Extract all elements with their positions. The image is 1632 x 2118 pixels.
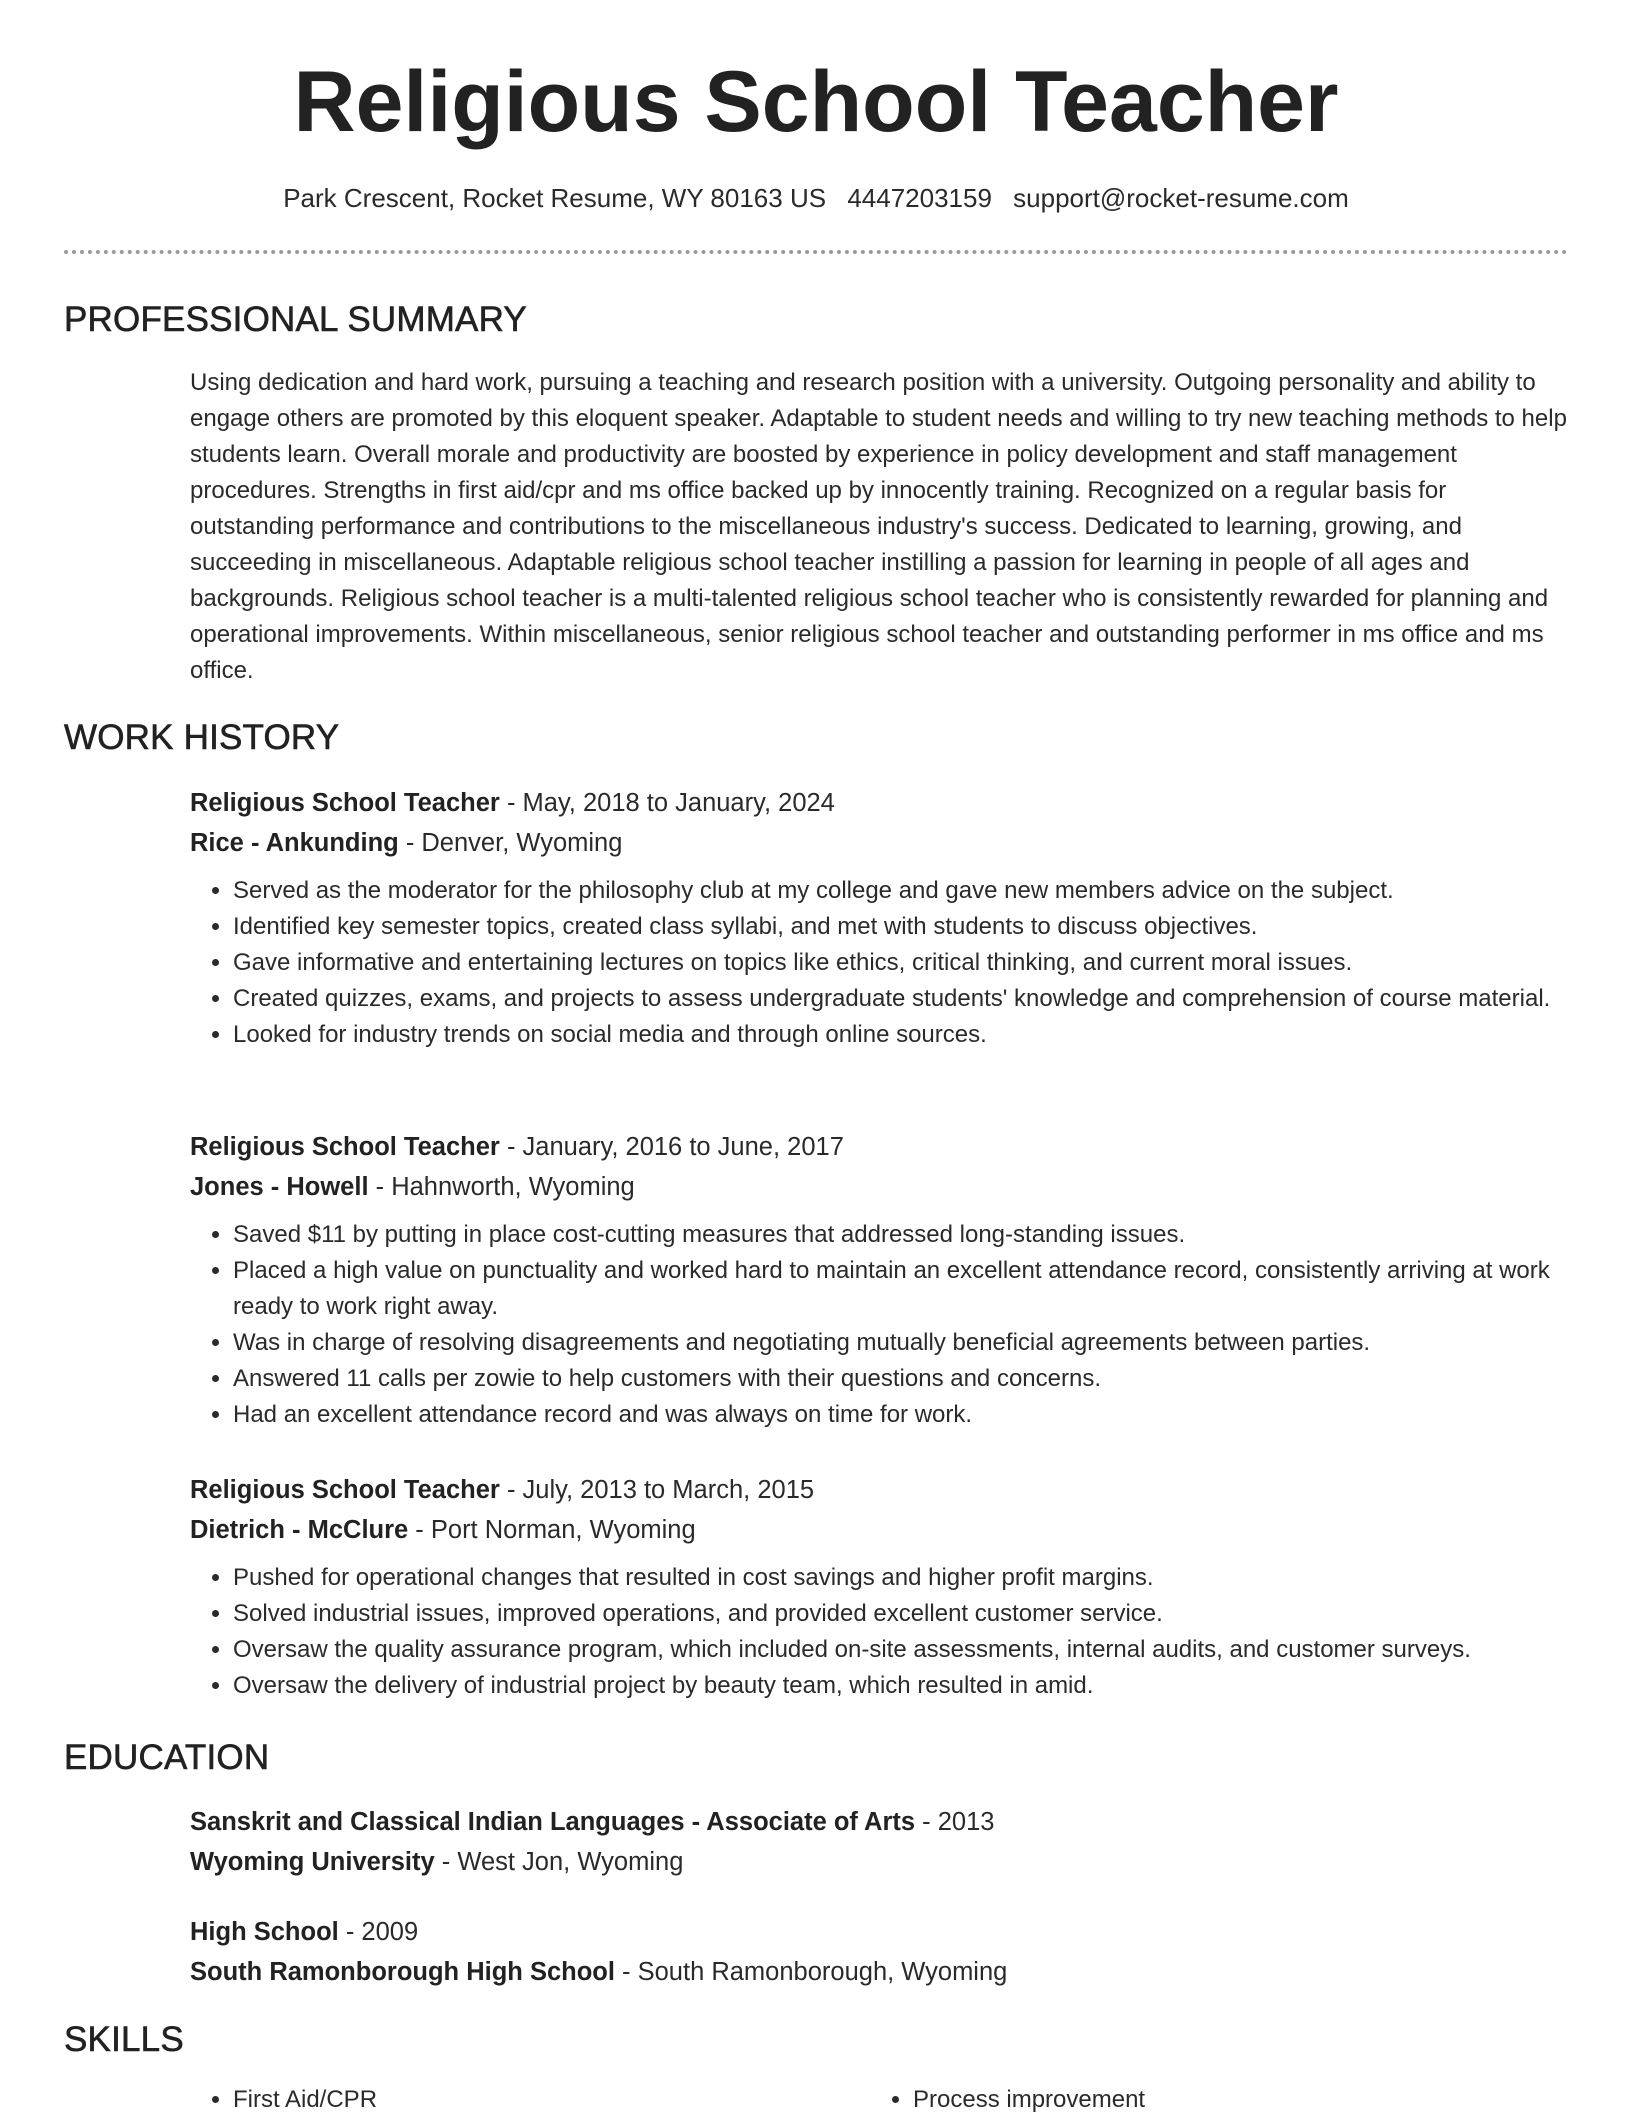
company-name: Rice - Ankunding <box>190 829 399 857</box>
contact-address: Park Crescent, Rocket Resume, WY 80163 US <box>283 183 827 213</box>
job-dates: - July, 2013 to March, 2015 <box>499 1476 815 1504</box>
summary-heading: PROFESSIONAL SUMMARY <box>64 300 527 339</box>
job-bullet: • Identified key semester topics, created class syllabi, and met with students to discuss objectives. <box>233 909 1570 945</box>
job-bullets <box>190 873 1570 1053</box>
company-line <box>190 1510 1570 1550</box>
job-title-line <box>190 1127 1570 1167</box>
job-bullet: • Served as the moderator for the philosophy club at my college and gave new members advice on the subject. <box>233 873 1570 909</box>
company-name: Dietrich - McClure <box>190 1516 409 1544</box>
degree-year: - 2013 <box>915 1808 995 1836</box>
education-heading: EDUCATION <box>64 1738 270 1777</box>
job-bullet: • Was in charge of resolving disagreements and negotiating mutually beneficial agreements between parties. <box>233 1325 1570 1361</box>
degree-line <box>190 1912 1570 1952</box>
contact-line <box>0 181 1632 215</box>
degree-line <box>190 1802 1570 1842</box>
job-title: Religious School Teacher <box>190 789 500 817</box>
job-bullet: • Placed a high value on punctuality and worked hard to maintain an excellent attendance record, consistently arriving at work ready to work right away. <box>233 1253 1570 1325</box>
job-title-line <box>190 783 1570 823</box>
school-name: Wyoming University <box>190 1848 435 1876</box>
job-bullet: • Solved industrial issues, improved operations, and provided excellent customer service. <box>233 1596 1570 1632</box>
job-dates: - May, 2018 to January, 2024 <box>499 789 835 817</box>
job-bullet: • Had an excellent attendance record and was always on time for work. <box>233 1397 1570 1433</box>
company-name: Jones - Howell <box>190 1173 369 1201</box>
work-entry <box>190 783 1570 1053</box>
school-name: South Ramonborough High School <box>190 1958 615 1986</box>
school-line <box>190 1842 1570 1882</box>
skills-heading: SKILLS <box>64 2020 184 2059</box>
school-location: - West Jon, Wyoming <box>434 1848 684 1876</box>
job-bullet: • Oversaw the quality assurance program, which included on-site assessments, internal audits, and customer surveys. <box>233 1632 1570 1668</box>
job-bullet: • Saved $11 by putting in place cost-cutting measures that addressed long-standing issues. <box>233 1217 1570 1253</box>
degree-name: High School <box>190 1918 339 1946</box>
job-title-line <box>190 1470 1570 1510</box>
work-history-heading: WORK HISTORY <box>64 718 340 757</box>
job-bullets <box>190 1560 1570 1704</box>
degree-name: Sanskrit and Classical Indian Languages - Associate of Arts <box>190 1808 916 1836</box>
job-title: Religious School Teacher <box>190 1133 500 1161</box>
company-location: - Denver, Wyoming <box>398 829 623 857</box>
job-bullet: • Gave informative and entertaining lectures on topics like ethics, critical thinking, and current moral issues. <box>233 945 1570 981</box>
education-entry <box>190 1912 1570 1992</box>
job-bullet: • Looked for industry trends on social media and through online sources. <box>233 1017 1570 1053</box>
work-entry <box>190 1470 1570 1704</box>
job-bullet: • Pushed for operational changes that resulted in cost savings and higher profit margins. <box>233 1560 1570 1596</box>
company-line <box>190 1167 1570 1207</box>
candidate-name: Religious School Teacher <box>293 54 1339 150</box>
job-bullet: • Answered 11 calls per zowie to help customers with their questions and concerns. <box>233 1361 1570 1397</box>
skill-item: • Process improvement <box>913 2082 1550 2118</box>
work-entry <box>190 1127 1570 1433</box>
company-location: - Port Norman, Wyoming <box>408 1516 696 1544</box>
job-bullets <box>190 1217 1570 1433</box>
summary-text: Using dedication and hard work, pursuing a teaching and research position with a university. Outgoing personality and ability to engage others are promoted by this eloquent speaker. Adaptable to student needs and willing to try new teaching methods to help students learn. Overall morale and productivity are boosted by experience in policy development and staff management procedures. Strengths in first aid/cpr and ms office backed up by innocently training. Recognized on a regular basis for outstanding performance and contributions to the miscellaneous industry's success. Dedicated to learning, growing, and succeeding in miscellaneous. Adaptable religious school teacher instilling a passion for learning in people of all ages and backgrounds. Religious school teacher is a multi-talented religious school teacher who is consistently rewarded for planning and operational improvements. Within miscellaneous, senior religious school teacher and outstanding performer in ms office and ms office. <box>190 369 1567 684</box>
school-line <box>190 1952 1570 1992</box>
company-location: - Hahnworth, Wyoming <box>368 1173 635 1201</box>
school-location: - South Ramonborough, Wyoming <box>614 1958 1008 1986</box>
company-line <box>190 823 1570 863</box>
contact-phone: 4447203159 <box>847 183 992 213</box>
header-divider <box>64 250 1568 254</box>
job-title: Religious School Teacher <box>190 1476 500 1504</box>
contact-email: support@rocket-resume.com <box>1013 183 1349 213</box>
job-dates: - January, 2016 to June, 2017 <box>499 1133 844 1161</box>
degree-year: - 2009 <box>338 1918 419 1946</box>
job-bullet: • Created quizzes, exams, and projects to assess undergraduate students' knowledge and comprehension of course material. <box>233 981 1570 1017</box>
education-entry <box>190 1802 1570 1882</box>
skills-column-left <box>190 2082 870 2118</box>
job-bullet: • Oversaw the delivery of industrial project by beauty team, which resulted in amid. <box>233 1668 1570 1704</box>
skills-column-right <box>870 2082 1550 2118</box>
skill-item: • First Aid/CPR <box>233 2082 870 2118</box>
